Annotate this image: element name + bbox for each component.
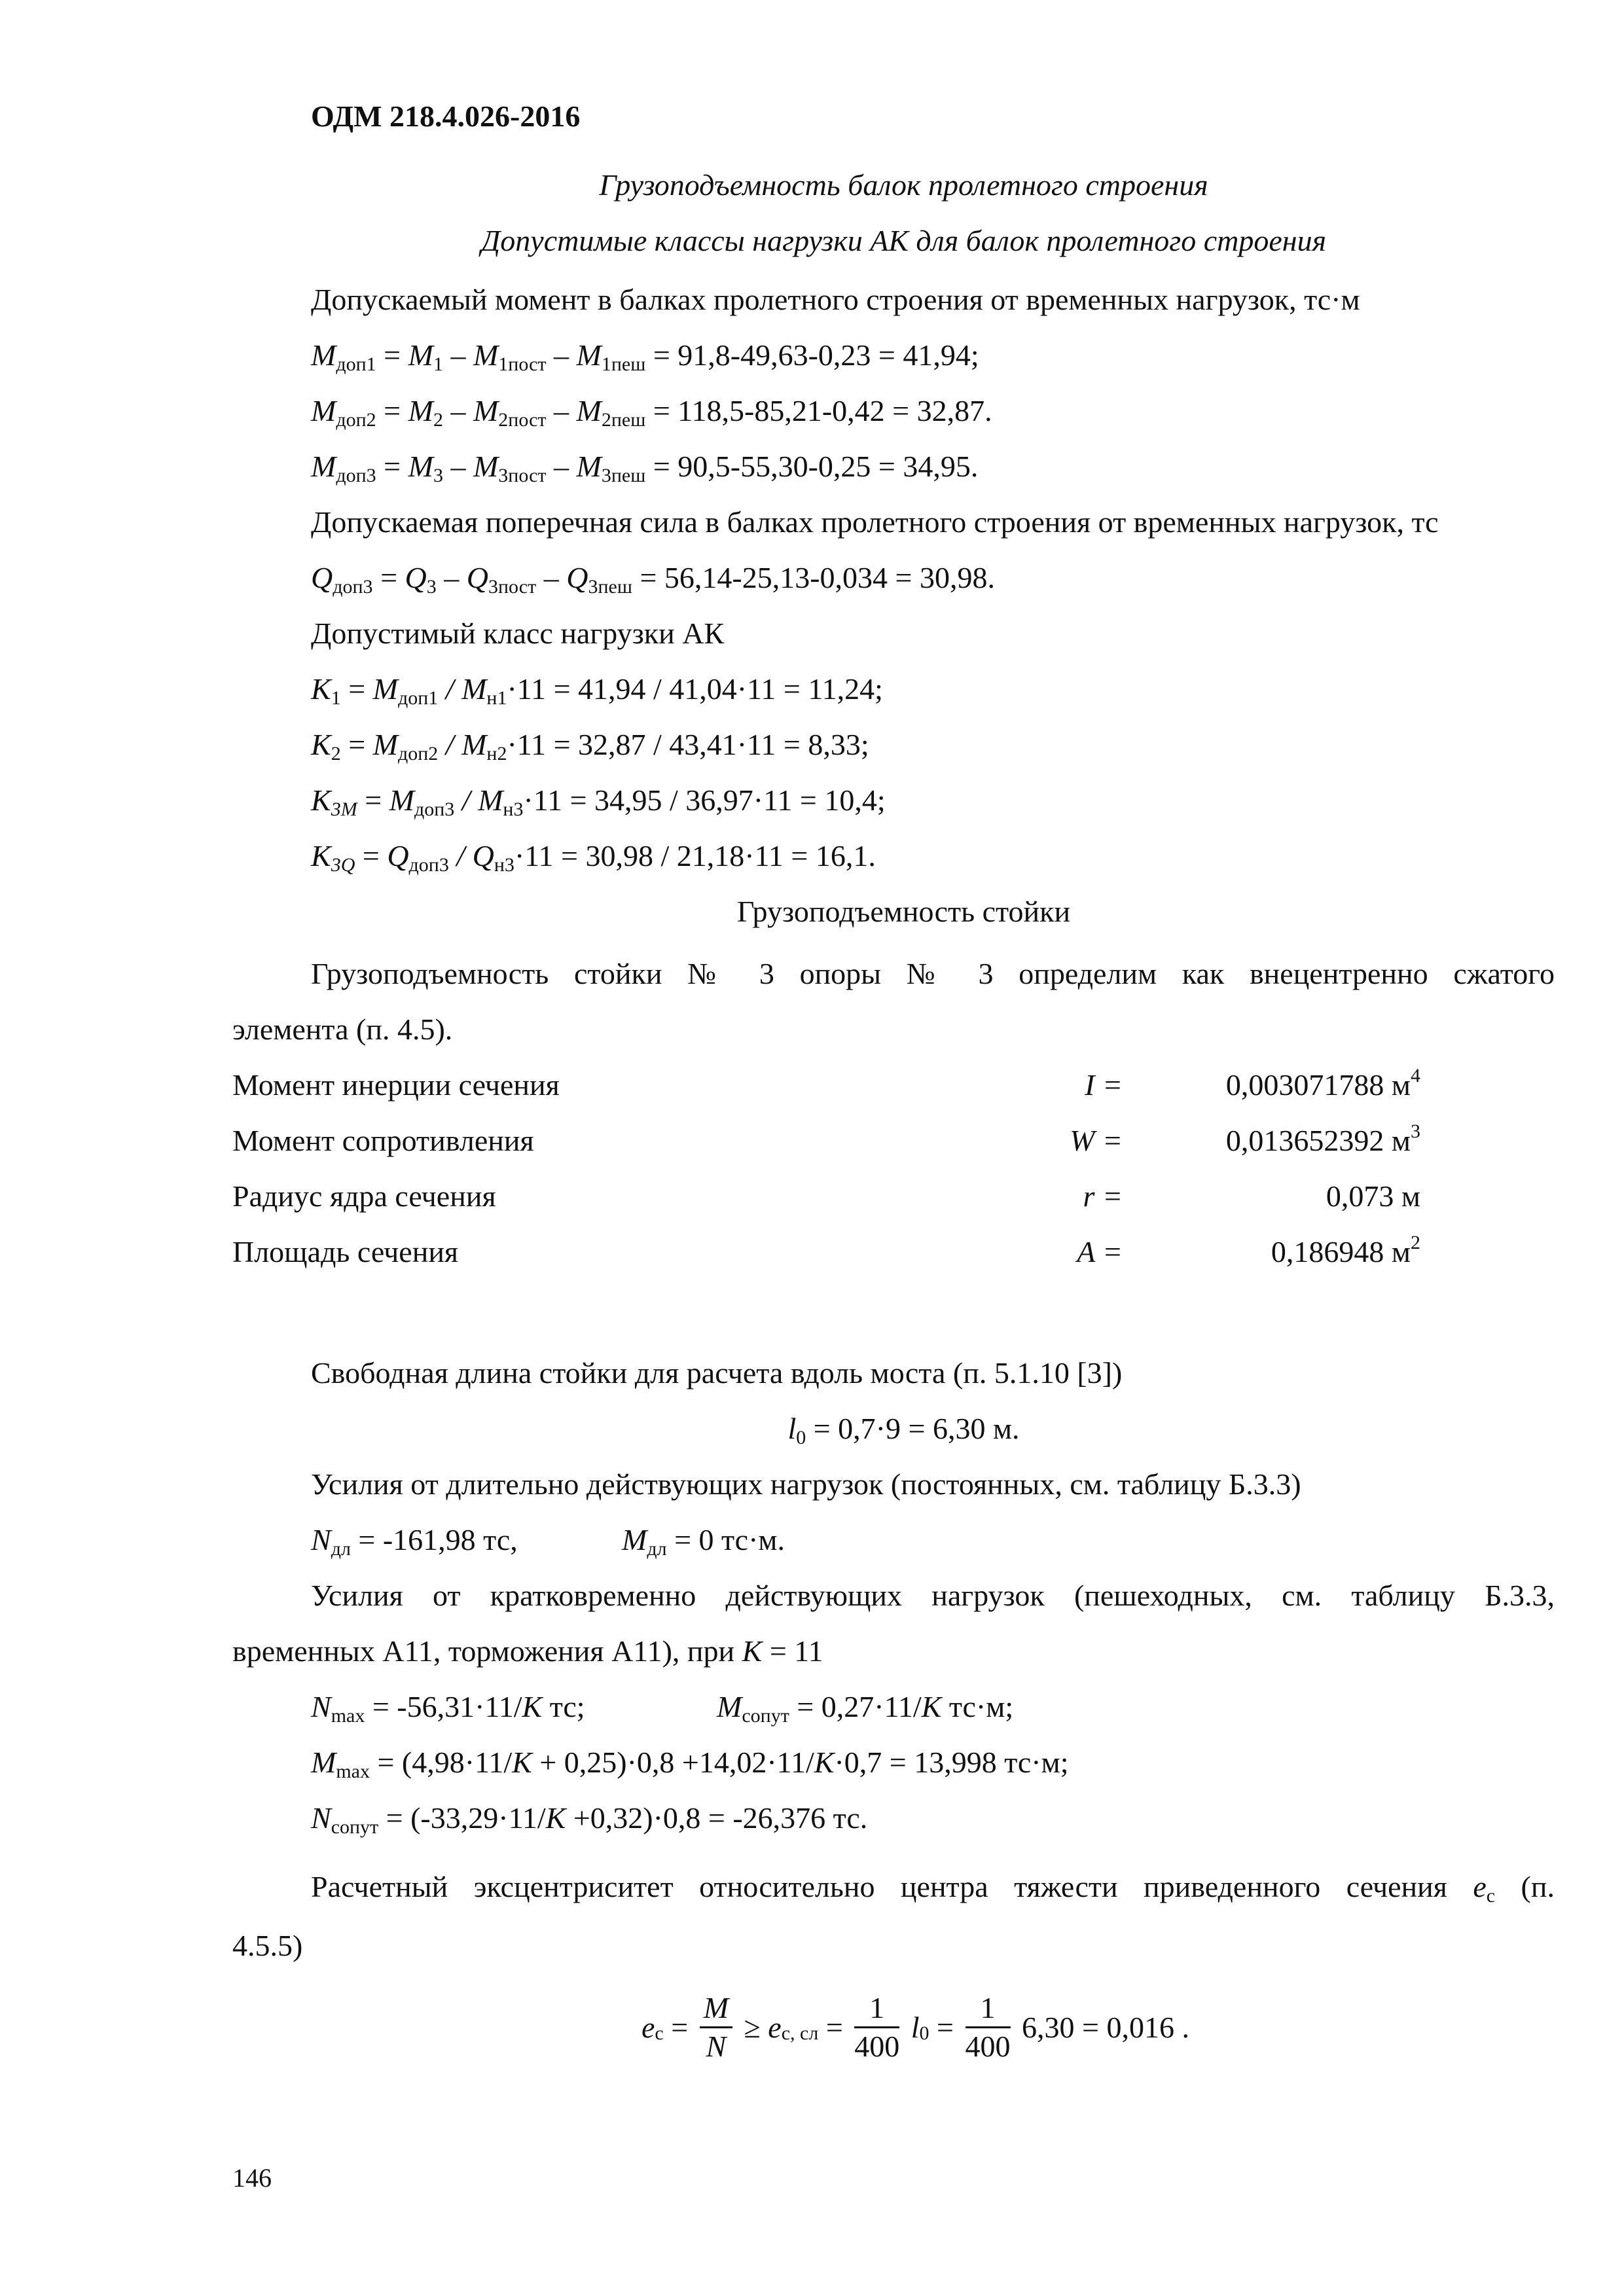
page-number: 146: [232, 2163, 272, 2193]
title-1: Грузоподъемность балок пролетного строения: [599, 168, 1208, 202]
formula-k1: $K_1 = M_{доп1} / M_{н1}\cdot 11 = 41,94 / 41,04\cdot 11 = 11,24$;: [311, 672, 883, 709]
prop-label: Радиус ядра сечения: [232, 1179, 496, 1213]
eccentricity-line2: 4.5.5): [232, 1929, 303, 1962]
title-2: Допустимые классы нагрузки АК для балок пролетного строения: [481, 224, 1326, 257]
short-loads-line2: временных А11, торможения А11), при K = 11: [232, 1634, 823, 1668]
class-intro: Допустимый класс нагрузки АК: [311, 617, 725, 650]
eccentricity-line1: Расчетный эксцентриситет относительно центра тяжести приведенного сечения $e_с$ (п.: [311, 1870, 1555, 1907]
section-title-column: Грузоподъемность стойки: [736, 895, 1071, 928]
formula-l0: $l_0 = 0,7\cdot 9 = 6,30$ м.: [787, 1412, 1020, 1448]
formula-n-dl: $N_{дл} = -161,98$ тс,: [311, 1523, 518, 1560]
formula-eccentricity: $e_с$ = $\frac{M}{N}$ ≥ $e_{с, сл}$ = $\frac{1}{400}$ $l_0$ = $\frac{1}{400}$ 6,30 = 0,016 .: [641, 1990, 1189, 2065]
prop-symbol: I =: [1085, 1068, 1123, 1102]
formula-k3m: $K_{3M} = M_{доп3} / M_{н3}\cdot 11 = 34,95 / 36,97\cdot 11 = 10,4$;: [311, 783, 886, 820]
formula-n-soput: $N_{сопут} = (-33,29\cdot 11/K +0,32)\cdot 0,8 = -26,376$ тс.: [311, 1801, 868, 1838]
formula-m-soput: $M_{сопут} = 0,27\cdot 11/K$ тс·м;: [717, 1690, 1014, 1727]
formula-m-dop3: $M_{доп3} = M_3 - M_{3пост} - M_{3пеш} = 90,5-55,30-0,25 = 34,95$.: [311, 450, 979, 486]
formula-n-max: $N_{max} = -56,31\cdot 11/K$ тс;: [311, 1690, 585, 1727]
formula-m-dop1: $M_{доп1} = M_1 - M_{1пост} - M_{1пеш} = 91,8-49,63-0,23 = 41,94$;: [311, 338, 979, 375]
formula-k2: $K_2 = M_{доп2} / M_{н2}\cdot 11 = 32,87 / 43,41\cdot 11 = 8,33$;: [311, 728, 869, 764]
document-code: ОДМ 218.4.026-2016: [311, 99, 581, 133]
long-loads-intro: Усилия от длительно действующих нагрузок (постоянных, см. таблицу Б.3.3): [311, 1467, 1301, 1501]
prop-label: Площадь сечения: [232, 1235, 459, 1268]
short-loads-line1: Усилия от кратковременно действующих нагрузок (пешеходных, см. таблицу Б.3.3,: [311, 1579, 1555, 1612]
paragraph-column-line1: Грузоподъемность стойки № 3 опоры № 3 определим как внецентренно сжатого: [311, 957, 1555, 990]
prop-label: Момент сопротивления: [232, 1124, 534, 1157]
prop-symbol: A =: [1077, 1235, 1123, 1268]
free-length-intro: Свободная длина стойки для расчета вдоль моста (п. 5.1.10 [3]): [311, 1356, 1123, 1390]
shear-intro: Допускаемая поперечная сила в балках пролетного строения от временных нагрузок, тс: [311, 505, 1439, 539]
prop-label: Момент инерции сечения: [232, 1068, 560, 1102]
prop-symbol: W =: [1070, 1124, 1123, 1157]
formula-m-dop2: $M_{доп2} = M_2 - M_{2пост} - M_{2пеш} = 118,5-85,21-0,42 = 32,87$.: [311, 394, 992, 431]
fraction-1-over-400-b: $\frac{1}{400}$: [965, 1991, 1011, 2063]
paragraph-column-line2: элемента (п. 4.5).: [232, 1013, 453, 1046]
prop-value: 0,013652392 $м^3$: [1225, 1121, 1420, 1157]
moment-intro: Допускаемый момент в балках пролетного строения от временных нагрузок, тс·м: [311, 283, 1360, 316]
formula-k3q: $K_{3Q} = Q_{доп3} / Q_{н3}\cdot 11 = 30,98 / 21,18\cdot 11 = 16,1$.: [311, 839, 876, 876]
formula-m-dl: $M_{дл} = 0$ тс·м.: [622, 1523, 785, 1560]
prop-value: 0,073 м: [1326, 1179, 1420, 1213]
prop-symbol: r =: [1083, 1179, 1123, 1213]
fraction-1-over-400: $\frac{1}{400}$: [854, 1991, 900, 2063]
prop-value: 0,003071788 $м^4$: [1225, 1065, 1420, 1102]
prop-value: 0,186948 $м^2$: [1271, 1232, 1420, 1268]
formula-q-dop3: $Q_{доп3} = Q_3 - Q_{3пост} - Q_{3пеш} = 56,14-25,13-0,034 = 30,98$.: [311, 561, 995, 598]
fraction-m-over-n: $\frac{M}{N}$: [700, 1990, 732, 2065]
formula-m-max: $M_{max} = (4,98\cdot 11/K + 0,25)\cdot 0,8 +14,02\cdot 11/K\cdot 0,7 = 13,998$ тс·м;: [311, 1746, 1069, 1782]
